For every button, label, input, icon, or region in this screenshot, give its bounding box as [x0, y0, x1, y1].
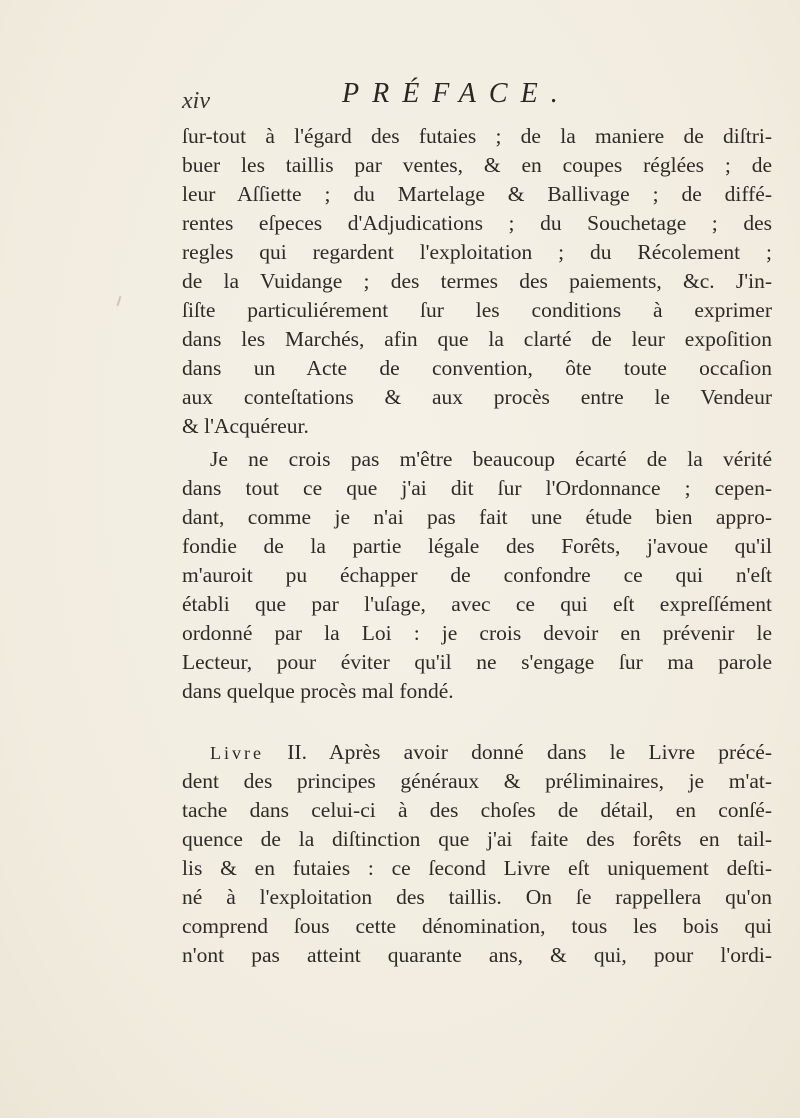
section-lead: Livre [210, 743, 264, 763]
margin-mark [117, 296, 122, 306]
text-line: ordonné par la Loi : je crois devoir en prévenir le [182, 621, 772, 645]
paragraph-3 [182, 738, 772, 970]
text-line: & l'Acquéreur. [182, 414, 309, 438]
text-line: ſur-tout à l'égard des futaies ; de la maniere de diſtri- [182, 124, 772, 148]
text-line: dans quelque procès mal fondé. [182, 679, 454, 703]
page-header [182, 78, 652, 114]
text-line: buer les taillis par ventes, & en coupes réglées ; de [182, 153, 772, 177]
text-span: II. Après avoir donné dans le Livre précé- [263, 740, 772, 764]
page-number: xiv [182, 88, 210, 114]
text-line: m'auroit pu échapper de confondre ce qui n'eſt [182, 563, 772, 587]
text-line: lis & en futaies : ce ſecond Livre eſt uniquement deſti- [182, 856, 772, 880]
text-line [182, 738, 772, 767]
text-line: Je ne crois pas m'être beaucoup écarté de la vérité [210, 447, 772, 471]
text-line: n'ont pas atteint quarante ans, & qui, pour l'ordi- [182, 943, 772, 967]
text-line: leur Aſſiette ; du Martelage & Ballivage ; de diffé- [182, 182, 772, 206]
text-line: de la Vuidange ; des termes des paiements, &c. J'in- [182, 269, 772, 293]
text-line: rentes eſpeces d'Adjudications ; du Souchetage ; des [182, 211, 772, 235]
text-line: quence de la diſtinction que j'ai faite des forêts en tail- [182, 827, 772, 851]
running-title: PRÉFACE. [342, 78, 571, 109]
text-line: regles qui regardent l'exploitation ; du Récolement ; [182, 240, 772, 264]
text-line: fondie de la partie légale des Forêts, j'avoue qu'il [182, 534, 772, 558]
text-line: comprend ſous cette dénomination, tous les bois qui [182, 914, 772, 938]
text-line: dans tout ce que j'ai dit ſur l'Ordonnance ; cepen- [182, 476, 772, 500]
text-line: ſiſte particuliérement ſur les conditions à exprimer [182, 298, 772, 322]
text-line: dans un Acte de convention, ôte toute occaſion [182, 356, 772, 380]
text-line: établi que par l'uſage, avec ce qui eſt expreſſément [182, 592, 772, 616]
text-line: dant, comme je n'ai pas fait une étude bien appro- [182, 505, 772, 529]
paragraph-1 [182, 122, 772, 441]
text-line: dent des principes généraux & préliminaires, je m'at- [182, 769, 772, 793]
body-text [182, 122, 772, 970]
text-line: Lecteur, pour éviter qu'il ne s'engage ſur ma parole [182, 650, 772, 674]
text-line: né à l'exploitation des taillis. On ſe rappellera qu'on [182, 885, 772, 909]
text-line: tache dans celui-ci à des choſes de détail, en conſé- [182, 798, 772, 822]
paragraph-2 [182, 445, 772, 706]
text-line: aux conteſtations & aux procès entre le Vendeur [182, 385, 772, 409]
text-line: dans les Marchés, afin que la clarté de leur expoſition [182, 327, 772, 351]
